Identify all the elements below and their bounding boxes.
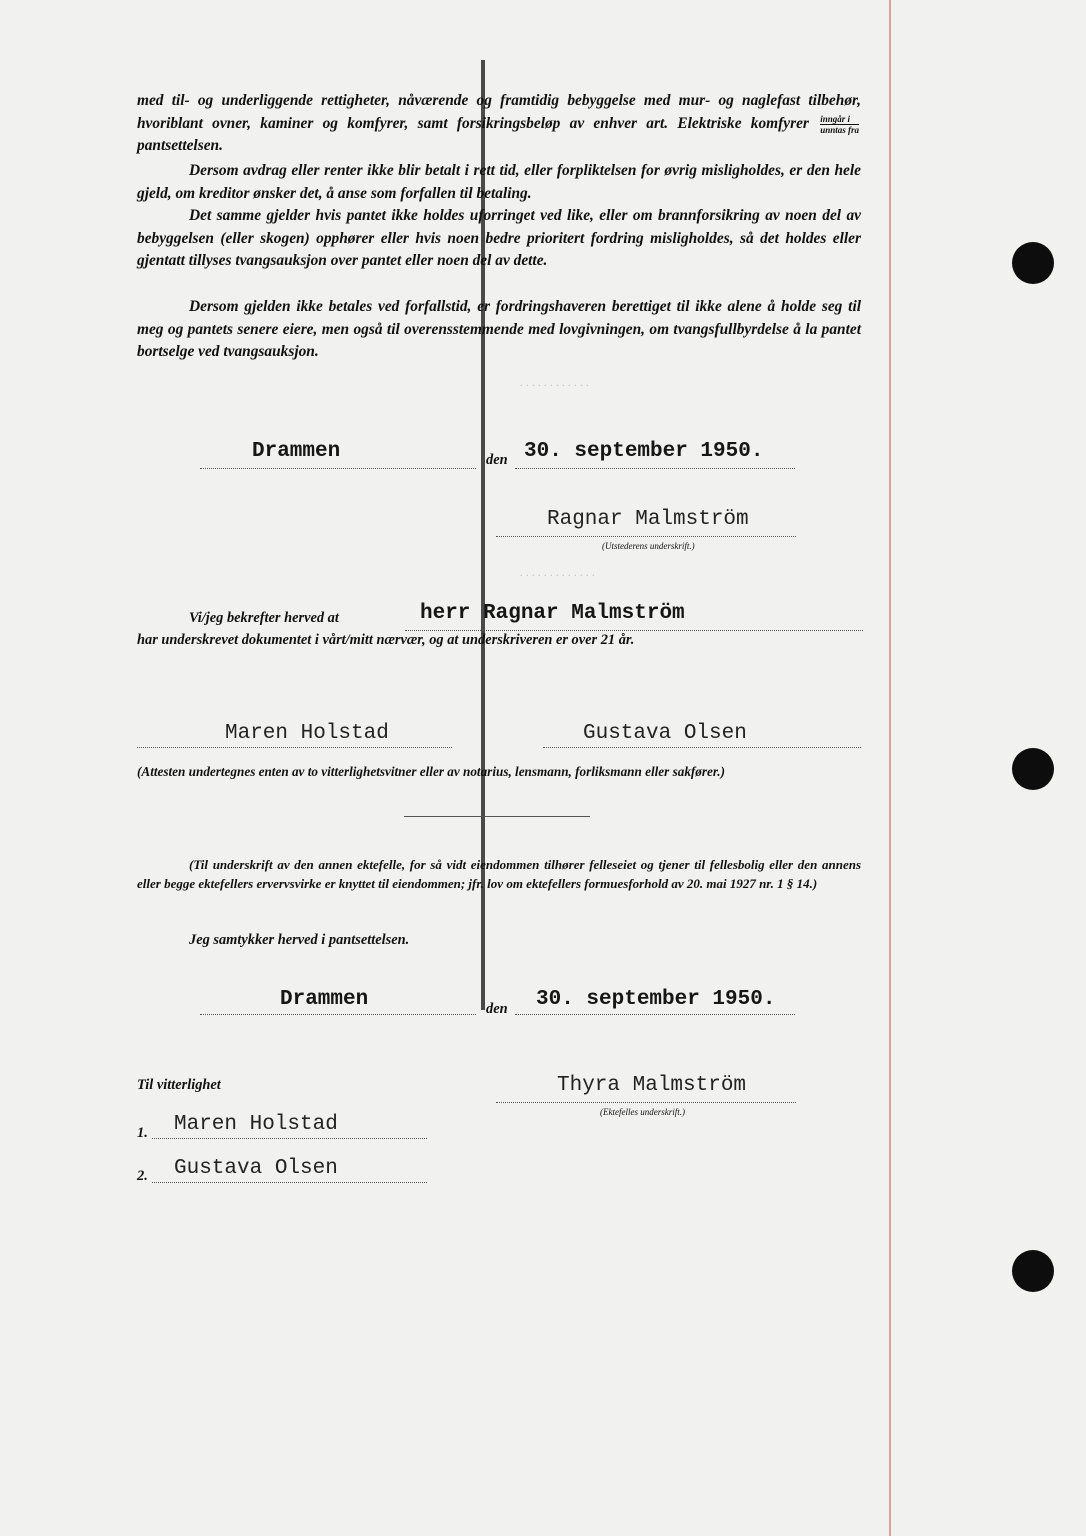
- bleed-through-2: . . . . . . . . . . . . .: [520, 565, 595, 579]
- attest-note: (Attesten undertegnes enten av to vitterlighetsvitner eller av notarius, lensmann, forliksmann eller sakfører.): [137, 764, 725, 779]
- spouse-signature: Thyra Malmström: [557, 1074, 747, 1097]
- issuer-caption: (Utstederens underskrift.): [602, 541, 695, 551]
- punch-hole-middle: [1012, 748, 1054, 790]
- confirmation-line2: har underskrevet dokumentet i vårt/mitt nærvær, og at underskriveren er over 21 år.: [137, 632, 635, 648]
- place-line: [200, 468, 476, 469]
- bleed-through-1: . . . . . . . . . . . .: [520, 375, 589, 389]
- margin-rule: [889, 0, 891, 1536]
- spouse-date-line: [515, 1014, 795, 1015]
- witness-2-line: [152, 1182, 427, 1183]
- spouse-signing-place: Drammen: [280, 988, 369, 1011]
- signing-date: 30. september 1950.: [524, 440, 764, 463]
- spouse-caption: (Ektefelles underskrift.): [600, 1107, 685, 1117]
- date-line: [515, 468, 795, 469]
- attest-witness-2-line: [543, 747, 861, 748]
- attest-witness-1-line: [137, 747, 452, 748]
- witness-2-name: Gustava Olsen: [174, 1157, 338, 1180]
- confirmed-person: herr Ragnar Malmström: [420, 602, 685, 625]
- witness-1-line: [152, 1138, 427, 1139]
- issuer-signature: Ragnar Malmström: [547, 508, 749, 531]
- spouse-signing-date: 30. september 1950.: [536, 988, 776, 1011]
- spouse-signature-line: [496, 1102, 796, 1103]
- signing-place: Drammen: [252, 440, 341, 463]
- witness-1-number: 1.: [137, 1125, 148, 1141]
- issuer-signature-line: [496, 536, 796, 537]
- attest-witness-2: Gustava Olsen: [583, 722, 747, 745]
- paragraph-default: Dersom avdrag eller renter ikke blir betalt i rett tid, eller forpliktelsen for øvrig misligholdes, er den hele gjeld, om kreditor ønsker det, å anse som forfallen til betaling.: [137, 162, 861, 202]
- spouse-den-label: den: [486, 1001, 508, 1017]
- den-label: den: [486, 452, 508, 468]
- witness-1-name: Maren Holstad: [174, 1113, 338, 1136]
- confirmation-prefix: Vi/jeg bekrefter herved at: [189, 610, 339, 626]
- paragraph-pledge-condition: Det samme gjelder hvis pantet ikke holdes uforringet ved like, eller om brannforsikring av noen del av bebyggelsen (eller skogen) opphører eller hvis noen bedre prioritert fordring misligholdes, så det holdes eller gjentatt tillyses tvangsauksjon over pantet eller noen del av dette.: [137, 207, 861, 270]
- paragraph-rights: med til- og underliggende rettigheter, nåværende og framtidig bebyggelse med mur- og naglefast tilbehør, hvoriblant ovner, kaminer og komfyrer, samt forsikringsbeløp av enhver art. Elektriske komfyrer $\frac{\text{inngår i}}{\text{unntas fra}}$ pantsettelsen.: [137, 92, 861, 155]
- consent-text: Jeg samtykker herved i pantsettelsen.: [189, 932, 410, 948]
- attest-witness-1: Maren Holstad: [225, 722, 389, 745]
- fraction-inngar-unntas: $\frac{\text{inngår i}}{\text{unntas fra}}$: [820, 113, 859, 135]
- witness-2-number: 2.: [137, 1168, 148, 1184]
- witness-heading: Til vitterlighet: [137, 1077, 221, 1093]
- punch-hole-top: [1012, 242, 1054, 284]
- paragraph-enforcement: Dersom gjelden ikke betales ved forfallstid, er fordringshaveren berettiget til ikke alene å holde seg til meg og pantets senere eiere, men også til overensstemmende med lovgivningen, om tvangsfullbyrdelse å la pantet bortselge ved tvangsauksjon.: [137, 298, 861, 361]
- divider-line: [404, 816, 590, 817]
- spouse-place-line: [200, 1014, 476, 1015]
- punch-hole-bottom: [1012, 1250, 1054, 1292]
- confirmed-person-line: [405, 630, 863, 631]
- spouse-note: (Til underskrift av den annen ektefelle, for så vidt eiendommen tilhører felleseiet og tjener til fellesbolig eller den annens eller begge ektefellers ervervsvirke er knyttet til eiendommen; jfr. lov om ektefellers formuesforhold av 20. mai 1927 nr. 1 § 14.): [137, 857, 861, 891]
